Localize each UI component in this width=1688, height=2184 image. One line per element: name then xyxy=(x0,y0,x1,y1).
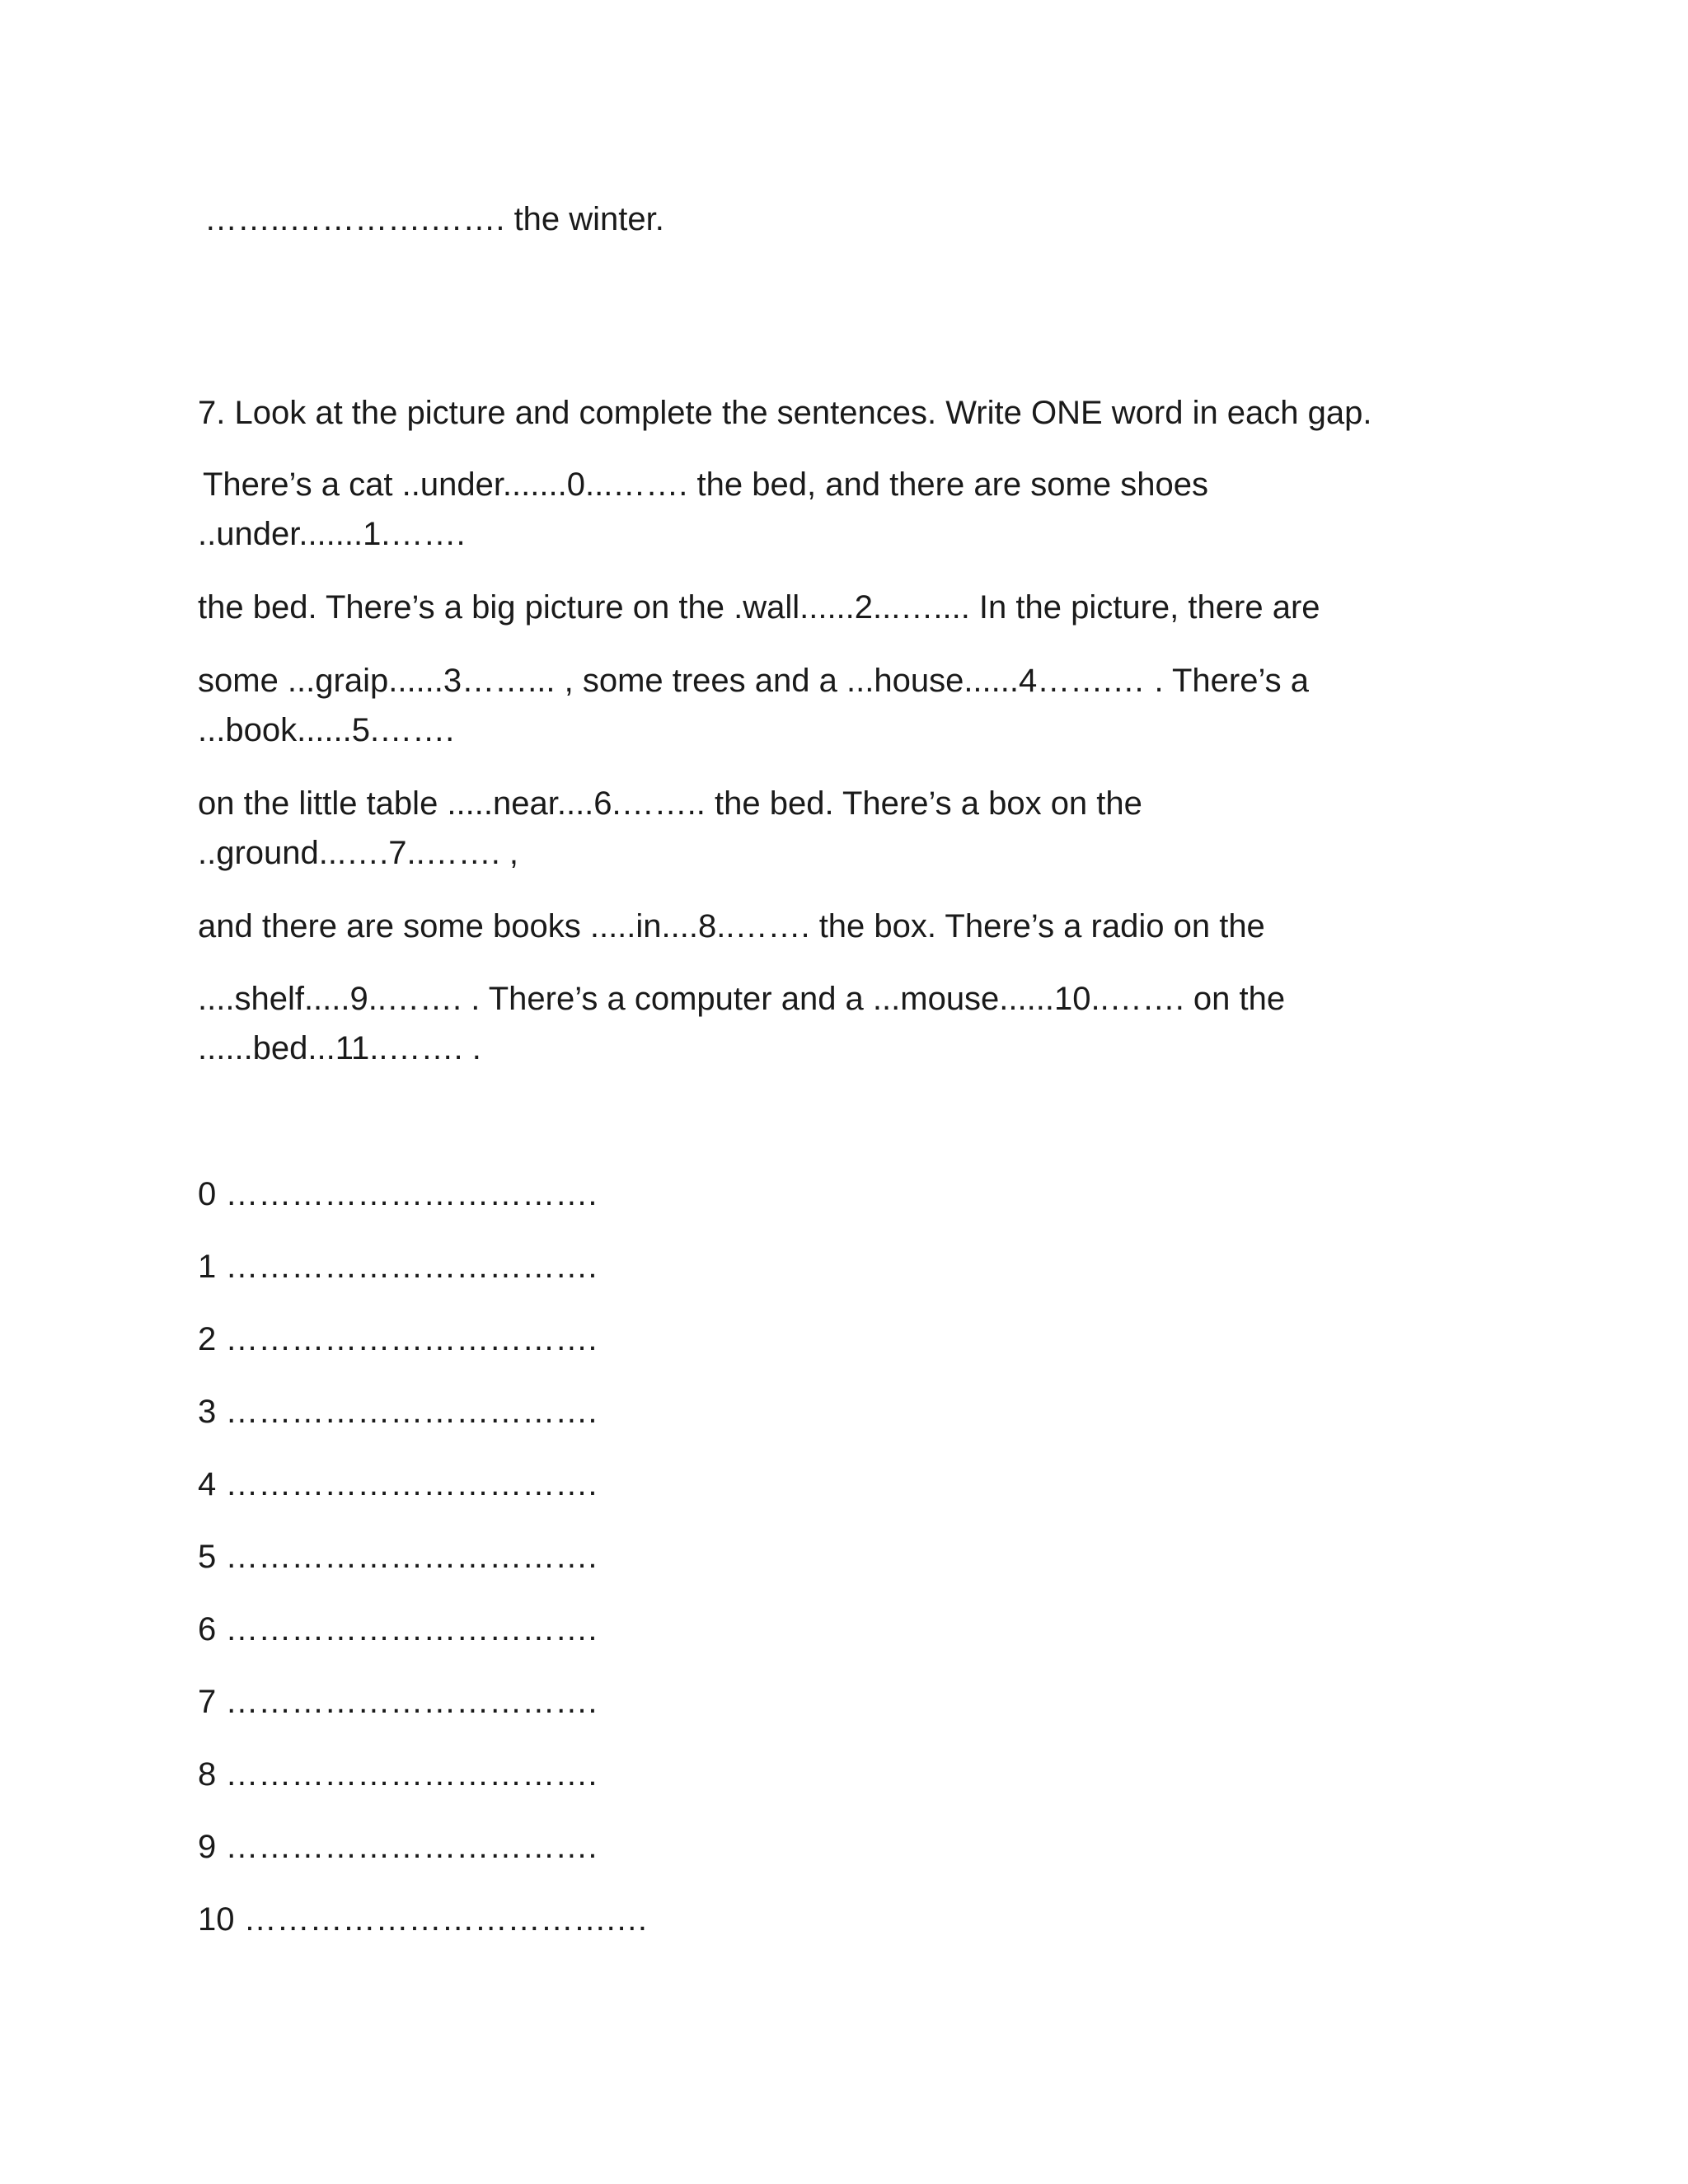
answer-blank-1: 1 ……………………………. xyxy=(198,1249,598,1285)
exercise-text-line: There’s a cat ..under.......0...……. the bed, and there are some shoes xyxy=(203,466,1208,503)
exercise-text-line: ..under.......1.……. xyxy=(198,516,466,552)
exercise-text-line: the bed. There’s a big picture on the .wall......2...….... In the picture, there are xyxy=(198,589,1320,626)
answer-blank-6: 6 ……………………………. xyxy=(198,1611,598,1647)
answer-blank-7: 7 ……………………………. xyxy=(198,1684,598,1720)
exercise-instruction: 7. Look at the picture and complete the sentences. Write ONE word in each gap. xyxy=(198,395,1372,431)
answer-blank-8: 8 ……………………………. xyxy=(198,1756,598,1793)
answer-blank-4: 4 ……………………………. xyxy=(198,1466,598,1502)
exercise-text-line: on the little table .....near....6.…….. the bed. There’s a box on the xyxy=(198,785,1142,822)
answer-blank-2: 2 ……………………………. xyxy=(198,1321,598,1357)
answer-blank-5: 5 ……………………………. xyxy=(198,1539,598,1575)
answer-blank-3: 3 ……………………………. xyxy=(198,1394,598,1430)
exercise-text-line: some ...graip......3……... , some trees and a ...house......4…….… . There’s a xyxy=(198,663,1309,699)
answer-blank-0: 0 ……………………………. xyxy=(198,1176,598,1212)
answer-blank-10: 10 …………………………….… xyxy=(198,1901,649,1938)
answer-blank-9: 9 ……………………………. xyxy=(198,1829,598,1865)
exercise-text-line: and there are some books .....in....8..……. the box. There’s a radio on the xyxy=(198,908,1265,944)
exercise-text-line: ......bed...11..……. . xyxy=(198,1030,481,1066)
exercise-text-line: ..ground...….7..……. , xyxy=(198,835,519,871)
exercise-text-line: ....shelf.....9..……. . There’s a computer and a ...mouse......10..……. on the xyxy=(198,981,1286,1017)
exercise-text-line: ...book......5.……. xyxy=(198,712,455,748)
previous-question-fragment: ……..………….……. the winter. xyxy=(204,201,664,237)
